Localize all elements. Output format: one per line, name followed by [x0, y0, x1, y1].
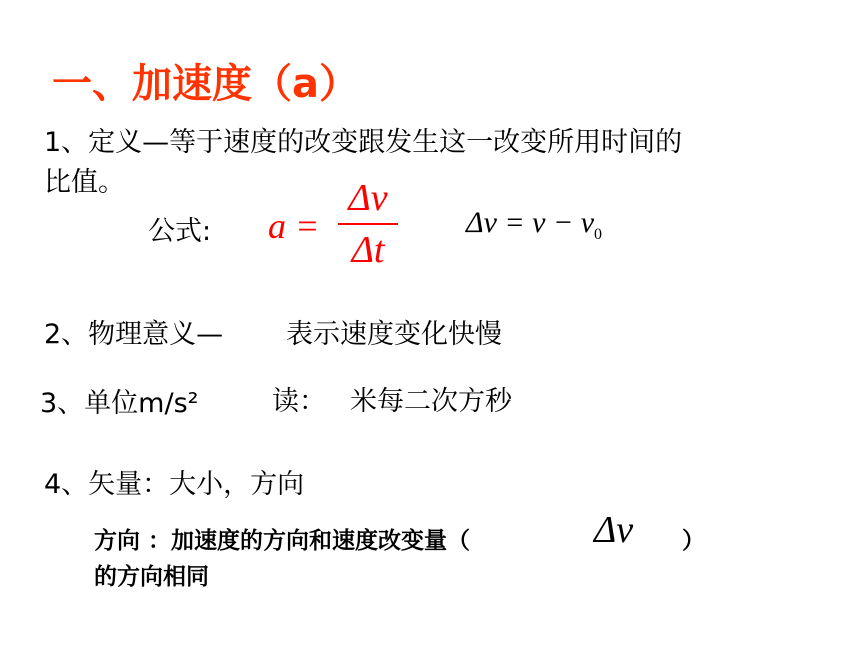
fraction-numerator: Δv [348, 177, 388, 219]
meaning-text: 表示速度变化快慢 [286, 319, 502, 350]
definition-line-2: 比值。 [44, 167, 125, 198]
vector-label: 4、矢量：大小，方向 [44, 469, 305, 500]
fraction-bar [338, 223, 398, 225]
delta-v-subscript: 0 [594, 226, 603, 243]
direction-line-1-prefix: 方向 ：加速度的方向和速度改变量（ [94, 528, 471, 554]
fraction-denominator: Δt [351, 229, 385, 271]
delta-v-formula [466, 206, 602, 244]
unit-read-text: 米每二次方秒 [350, 386, 512, 417]
unit-read-label: 读： [272, 386, 326, 417]
direction-line-2: 的方向相同 [94, 564, 209, 590]
page-title: 一、加速度（a） [52, 61, 359, 107]
direction-delta-v: Δv [594, 509, 634, 551]
meaning-label: 2、物理意义— [44, 319, 224, 350]
formula-lhs: a = [268, 206, 320, 246]
formula-label: 公式: [148, 216, 212, 247]
acceleration-fraction [338, 178, 398, 270]
unit-label: 3、单位m/s² [40, 388, 199, 419]
direction-line-1-suffix: ） [682, 528, 705, 554]
definition-line-1: 1、定义—等于速度的改变跟发生这一改变所用时间的 [44, 127, 683, 158]
delta-v-expression: Δv = v − v [466, 206, 595, 239]
